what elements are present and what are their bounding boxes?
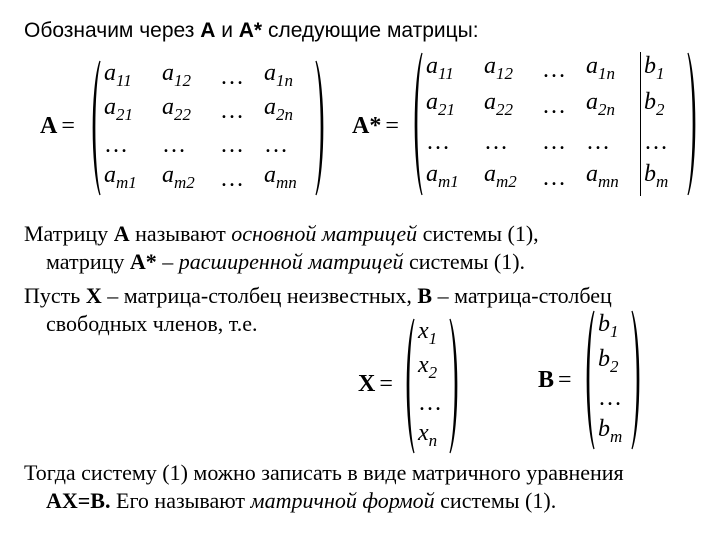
- cell-subscript: 1n: [276, 70, 293, 90]
- para2-emphasis: расширенной матрицей: [178, 249, 404, 274]
- cell-subscript: 11: [116, 70, 132, 90]
- matrix-cell: [104, 58, 162, 96]
- matrix-cell: [104, 92, 162, 130]
- cell-base: …: [426, 129, 450, 155]
- cell-base: …: [542, 165, 566, 191]
- cell-base: …: [162, 132, 186, 158]
- cell-base: x: [418, 352, 429, 379]
- matrix-cell: [220, 96, 264, 126]
- matrix-X-label: [358, 370, 393, 398]
- matrix-cell: [586, 51, 644, 89]
- matrix-cell: [426, 51, 484, 89]
- matrix-cell: [162, 160, 220, 198]
- matrix-cell: [162, 130, 220, 160]
- matrix-Astar-name: A*: [352, 113, 382, 139]
- cell-subscript: m: [656, 171, 669, 191]
- para1-text-2: называют: [129, 221, 232, 246]
- cell-base: x: [418, 420, 429, 447]
- matrix-cell: [162, 92, 220, 130]
- left-parenthesis: [88, 60, 102, 196]
- para3-X: Х: [85, 283, 102, 308]
- cell-base: a: [162, 60, 174, 87]
- matrix-B-equals: =: [558, 367, 572, 393]
- matrix-cell: [418, 418, 448, 456]
- cell-base: a: [426, 53, 438, 80]
- matrix-cell: [426, 159, 484, 197]
- matrix-cell: [104, 160, 162, 198]
- paragraph-3: [24, 283, 612, 309]
- para3-text-1: Пусть: [24, 283, 86, 308]
- matrix-A-name: A: [40, 113, 58, 139]
- cell-base: b: [598, 345, 610, 372]
- para3-B: В: [417, 283, 433, 308]
- para6-text-1: Его называют: [110, 488, 251, 513]
- intro-text-1: Обозначим через: [24, 19, 201, 42]
- cell-base: b: [598, 415, 610, 442]
- cell-base: …: [586, 129, 610, 155]
- matrix-B-name: B: [538, 367, 555, 393]
- matrix-cell: [598, 344, 628, 382]
- cell-subscript: 22: [496, 99, 513, 119]
- intro-text-3: следующие матрицы:: [262, 19, 479, 42]
- para1-text-1: Матрицу: [24, 221, 114, 246]
- matrix-Astar-label: [352, 112, 399, 140]
- cell-base: …: [220, 166, 244, 192]
- cell-base: b: [644, 53, 656, 80]
- cell-subscript: 1n: [598, 63, 615, 83]
- cell-subscript: 2n: [598, 99, 615, 119]
- matrix-cell: [264, 130, 312, 160]
- cell-base: …: [220, 132, 244, 158]
- cell-base: …: [220, 64, 244, 90]
- para2-dash: –: [156, 249, 179, 274]
- cell-subscript: mn: [598, 171, 619, 191]
- matrix-grid: [426, 52, 684, 196]
- cell-base: a: [586, 53, 598, 80]
- cell-subscript: m2: [174, 172, 195, 192]
- matrix-B: [582, 310, 644, 450]
- matrix-cell: [644, 87, 684, 125]
- left-parenthesis: [402, 318, 416, 454]
- cell-base: …: [598, 384, 622, 411]
- left-parenthesis: [410, 52, 424, 196]
- matrix-X-equals: =: [379, 371, 393, 397]
- matrix-Astar: [410, 52, 700, 196]
- matrix-cell: [426, 127, 484, 157]
- paragraph-1: [24, 221, 539, 247]
- cell-base: a: [162, 94, 174, 121]
- right-parenthesis: [686, 52, 700, 196]
- cell-subscript: mn: [276, 172, 297, 192]
- matrix-X-name: X: [358, 371, 376, 397]
- matrix-cell: [542, 163, 586, 193]
- matrix-cell: [220, 164, 264, 194]
- matrix-cell: [418, 316, 448, 354]
- matrix-cell: [220, 130, 264, 160]
- cell-subscript: m1: [116, 172, 137, 192]
- matrix-cell: [644, 51, 684, 89]
- matrix-X: [402, 318, 462, 454]
- matrix-cell: [542, 55, 586, 85]
- cell-base: a: [484, 161, 496, 188]
- matrix-cell: [586, 127, 644, 157]
- cell-subscript: 21: [116, 104, 133, 124]
- paragraph-5: [24, 460, 624, 486]
- cell-base: x: [418, 318, 429, 345]
- cell-subscript: 2n: [276, 104, 293, 124]
- left-parenthesis: [582, 310, 596, 450]
- cell-subscript: 12: [496, 63, 513, 83]
- paragraph-2: [46, 249, 525, 275]
- matrix-Astar-equals: =: [385, 113, 399, 139]
- para6-emphasis: матричной формой: [250, 488, 435, 513]
- cell-base: …: [484, 129, 508, 155]
- matrix-cell: [264, 92, 312, 130]
- cell-subscript: 1: [656, 63, 665, 83]
- cell-base: …: [264, 132, 288, 158]
- cell-base: …: [220, 98, 244, 124]
- para1-text-3: системы (1),: [417, 221, 539, 246]
- cell-base: …: [542, 57, 566, 83]
- matrix-cell: [426, 87, 484, 125]
- para1-emphasis: основной матрицей: [231, 221, 418, 246]
- cell-subscript: 2: [610, 356, 619, 376]
- paragraph-4: [46, 311, 258, 337]
- right-parenthesis: [314, 60, 328, 196]
- cell-subscript: 22: [174, 104, 191, 124]
- matrix-cell: [542, 127, 586, 157]
- matrix-cell: [644, 127, 684, 157]
- cell-base: b: [598, 310, 610, 337]
- matrix-cell: [598, 383, 628, 413]
- matrix-cell: [542, 91, 586, 121]
- para3-text-3: – матрица-столбец: [432, 283, 612, 308]
- paragraph-6: [46, 488, 556, 514]
- cell-subscript: 1: [428, 328, 438, 348]
- cell-subscript: m1: [438, 171, 459, 191]
- cell-base: a: [484, 53, 496, 80]
- right-parenthesis: [630, 310, 644, 450]
- cell-base: …: [104, 132, 128, 158]
- para2-text-3: системы (1).: [403, 249, 526, 274]
- para2-text-1: матрицу: [46, 249, 130, 274]
- matrix-cell: [484, 159, 542, 197]
- para4-text: свободных членов, т.е.: [46, 311, 258, 336]
- matrix-cell: [264, 58, 312, 96]
- cell-base: …: [542, 93, 566, 119]
- para6-equation: АХ=В.: [46, 488, 111, 513]
- matrix-cell: [484, 127, 542, 157]
- matrix-cell: [644, 159, 684, 197]
- matrix-cell: [484, 51, 542, 89]
- matrix-A-equals: =: [61, 113, 75, 139]
- cell-subscript: 12: [174, 70, 191, 90]
- para1-A: А: [113, 221, 130, 246]
- matrix-cell: [104, 130, 162, 160]
- cell-base: …: [644, 129, 668, 155]
- matrix-cell: [264, 160, 312, 198]
- augmented-separator-line: [640, 52, 641, 196]
- matrix-cell: [162, 58, 220, 96]
- matrix-A: [88, 60, 328, 196]
- matrix-cell: [598, 414, 628, 452]
- intro-Astar: А*: [238, 19, 263, 42]
- cell-base: a: [264, 94, 276, 121]
- cell-base: a: [484, 89, 496, 116]
- cell-subscript: 1: [610, 321, 619, 341]
- cell-subscript: 2: [656, 99, 665, 119]
- cell-subscript: m2: [496, 171, 517, 191]
- cell-subscript: m: [610, 426, 623, 446]
- matrix-cell: [418, 350, 448, 388]
- para3-text-2: – матрица-столбец неизвестных,: [101, 283, 418, 308]
- cell-base: …: [418, 390, 442, 416]
- matrix-cell: [586, 87, 644, 125]
- matrix-cell: [484, 87, 542, 125]
- para5-text: Тогда систему (1) можно записать в виде матричного уравнения: [24, 460, 624, 485]
- cell-base: …: [542, 129, 566, 155]
- cell-base: a: [264, 60, 276, 87]
- cell-base: a: [264, 162, 276, 189]
- cell-base: b: [644, 161, 656, 188]
- cell-base: b: [644, 89, 656, 116]
- cell-base: a: [104, 94, 116, 121]
- intro-text-2: и: [215, 19, 239, 42]
- intro-A: А: [200, 19, 216, 42]
- para2-Astar: А*: [129, 249, 157, 274]
- cell-subscript: 2: [428, 362, 438, 382]
- cell-subscript: n: [428, 430, 438, 450]
- cell-subscript: 11: [438, 63, 454, 83]
- cell-base: a: [104, 162, 116, 189]
- cell-base: a: [426, 161, 438, 188]
- matrix-B-label: [538, 366, 572, 394]
- matrix-cell: [598, 309, 628, 347]
- para6-text-2: системы (1).: [434, 488, 557, 513]
- matrix-grid: [418, 318, 446, 454]
- matrix-A-label: [40, 112, 75, 140]
- cell-base: a: [586, 161, 598, 188]
- right-parenthesis: [448, 318, 462, 454]
- matrix-grid: [104, 60, 312, 196]
- cell-base: a: [162, 162, 174, 189]
- cell-base: a: [586, 89, 598, 116]
- intro-line: [24, 18, 479, 44]
- cell-base: a: [104, 60, 116, 87]
- cell-subscript: 21: [438, 99, 455, 119]
- matrix-cell: [586, 159, 644, 197]
- matrix-cell: [220, 62, 264, 92]
- matrix-grid: [598, 310, 628, 450]
- matrix-cell: [418, 388, 448, 418]
- cell-base: a: [426, 89, 438, 116]
